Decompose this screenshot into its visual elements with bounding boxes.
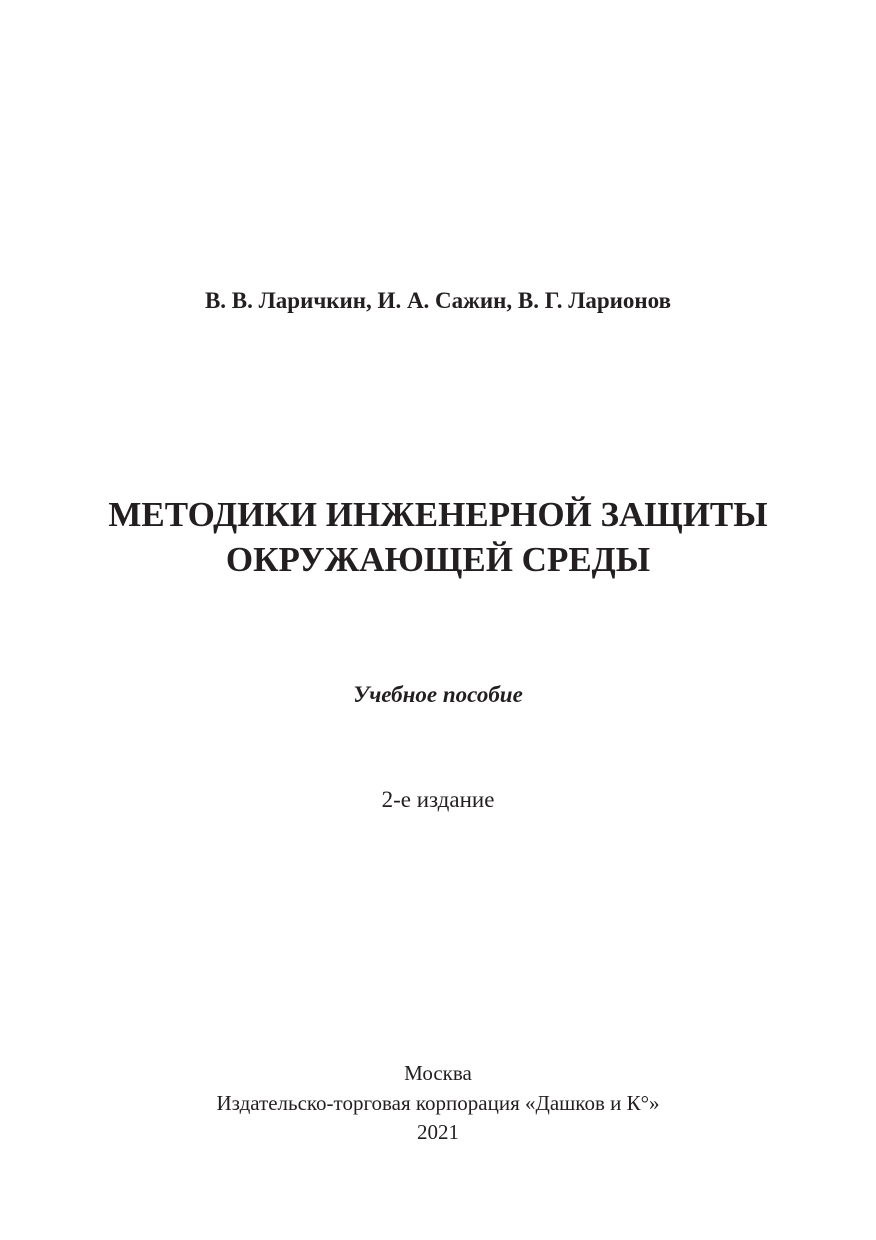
imprint-city: Москва <box>404 1061 472 1085</box>
edition: 2-е издание <box>381 787 495 812</box>
imprint-publisher: Издательско-торговая корпорация «Дашков и К°» <box>216 1091 660 1115</box>
imprint-year: 2021 <box>417 1120 459 1144</box>
book-title-line-1: МЕТОДИКИ ИНЖЕНЕРНОЙ ЗАЩИТЫ <box>108 495 768 534</box>
book-title-line-2: ОКРУЖАЮЩЕЙ СРЕДЫ <box>225 540 651 579</box>
authors: В. В. Ларичкин, И. А. Сажин, В. Г. Ларионов <box>204 288 672 313</box>
subtitle: Учебное пособие <box>353 682 523 707</box>
